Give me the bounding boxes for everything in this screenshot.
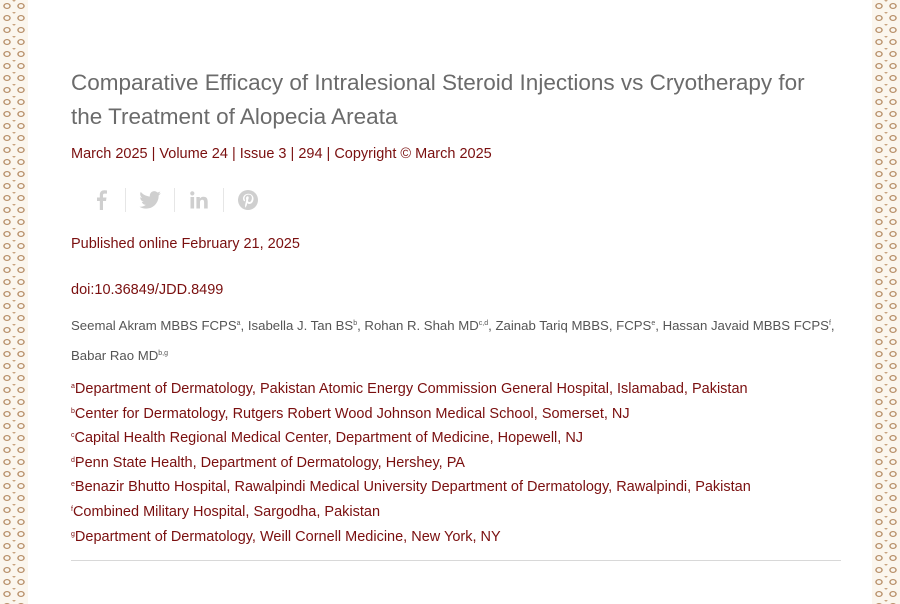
affiliation-item: $^c$Capital Health Regional Medical Center, Department of Medicine, Hopewell, NJ — [71, 430, 584, 447]
doi-link[interactable]: doi:10.36849/JDD.8499 — [71, 282, 224, 298]
facebook-icon — [95, 190, 107, 210]
author: Babar Rao MD$^{b,g}$ — [71, 348, 168, 363]
affiliation-item: $^a$Department of Dermatology, Pakistan Atomic Energy Commission General Hospital, Islamabad, Pakistan — [71, 381, 748, 397]
author: Isabella J. Tan $BS^b$, — [247, 318, 365, 333]
pinterest-icon — [238, 190, 258, 210]
affiliation-list — [71, 376, 841, 548]
share-pinterest-button[interactable] — [223, 188, 272, 212]
author: Hassan Javaid MBBS FCPS$^f$, — [662, 318, 835, 333]
linkedin-icon — [190, 191, 208, 209]
author: Seemal Akram MBBS FCPS$^a$, — [71, 318, 248, 333]
author: Rohan R. Shah MD$^{c,d}$, — [364, 318, 496, 333]
share-bar — [77, 186, 841, 214]
published-date: Published online February 21, 2025 — [71, 236, 300, 252]
section-divider — [71, 560, 841, 561]
twitter-icon — [139, 191, 161, 209]
author: Zainab Tariq MBBS, FCPS$^e$, — [495, 318, 663, 333]
affiliation-item: $^f$Combined Military Hospital, Sargodha, Pakistan — [71, 503, 381, 520]
share-twitter-button[interactable] — [125, 188, 174, 212]
affiliation-item: $^d$Penn State Health, Department of Dermatology, Hershey, PA — [71, 454, 465, 471]
share-facebook-button[interactable] — [77, 188, 125, 212]
affiliation-item: $^g$Department of Dermatology, Weill Cornell Medicine, New York, NY — [71, 528, 501, 545]
issue-info: March 2025 | Volume 24 | Issue 3 | 294 | Copyright © March 2025 — [71, 146, 492, 162]
author-list — [71, 310, 841, 370]
share-linkedin-button[interactable] — [174, 188, 223, 212]
affiliation-item: $^b$Center for Dermatology, Rutgers Robert Wood Johnson Medical School, Somerset, NJ — [71, 405, 630, 422]
decorative-border-left — [0, 0, 28, 604]
decorative-border-right — [872, 0, 900, 604]
article-header — [71, 66, 841, 561]
affiliation-item: $^e$Benazir Bhutto Hospital, Rawalpindi Medical University Department of Dermatology, Rawalpindi, Pakistan — [71, 479, 751, 496]
article-title: Comparative Efficacy of Intralesional Steroid Injections vs Cryotherapy for the Treatment of Alopecia Areata — [71, 70, 805, 129]
